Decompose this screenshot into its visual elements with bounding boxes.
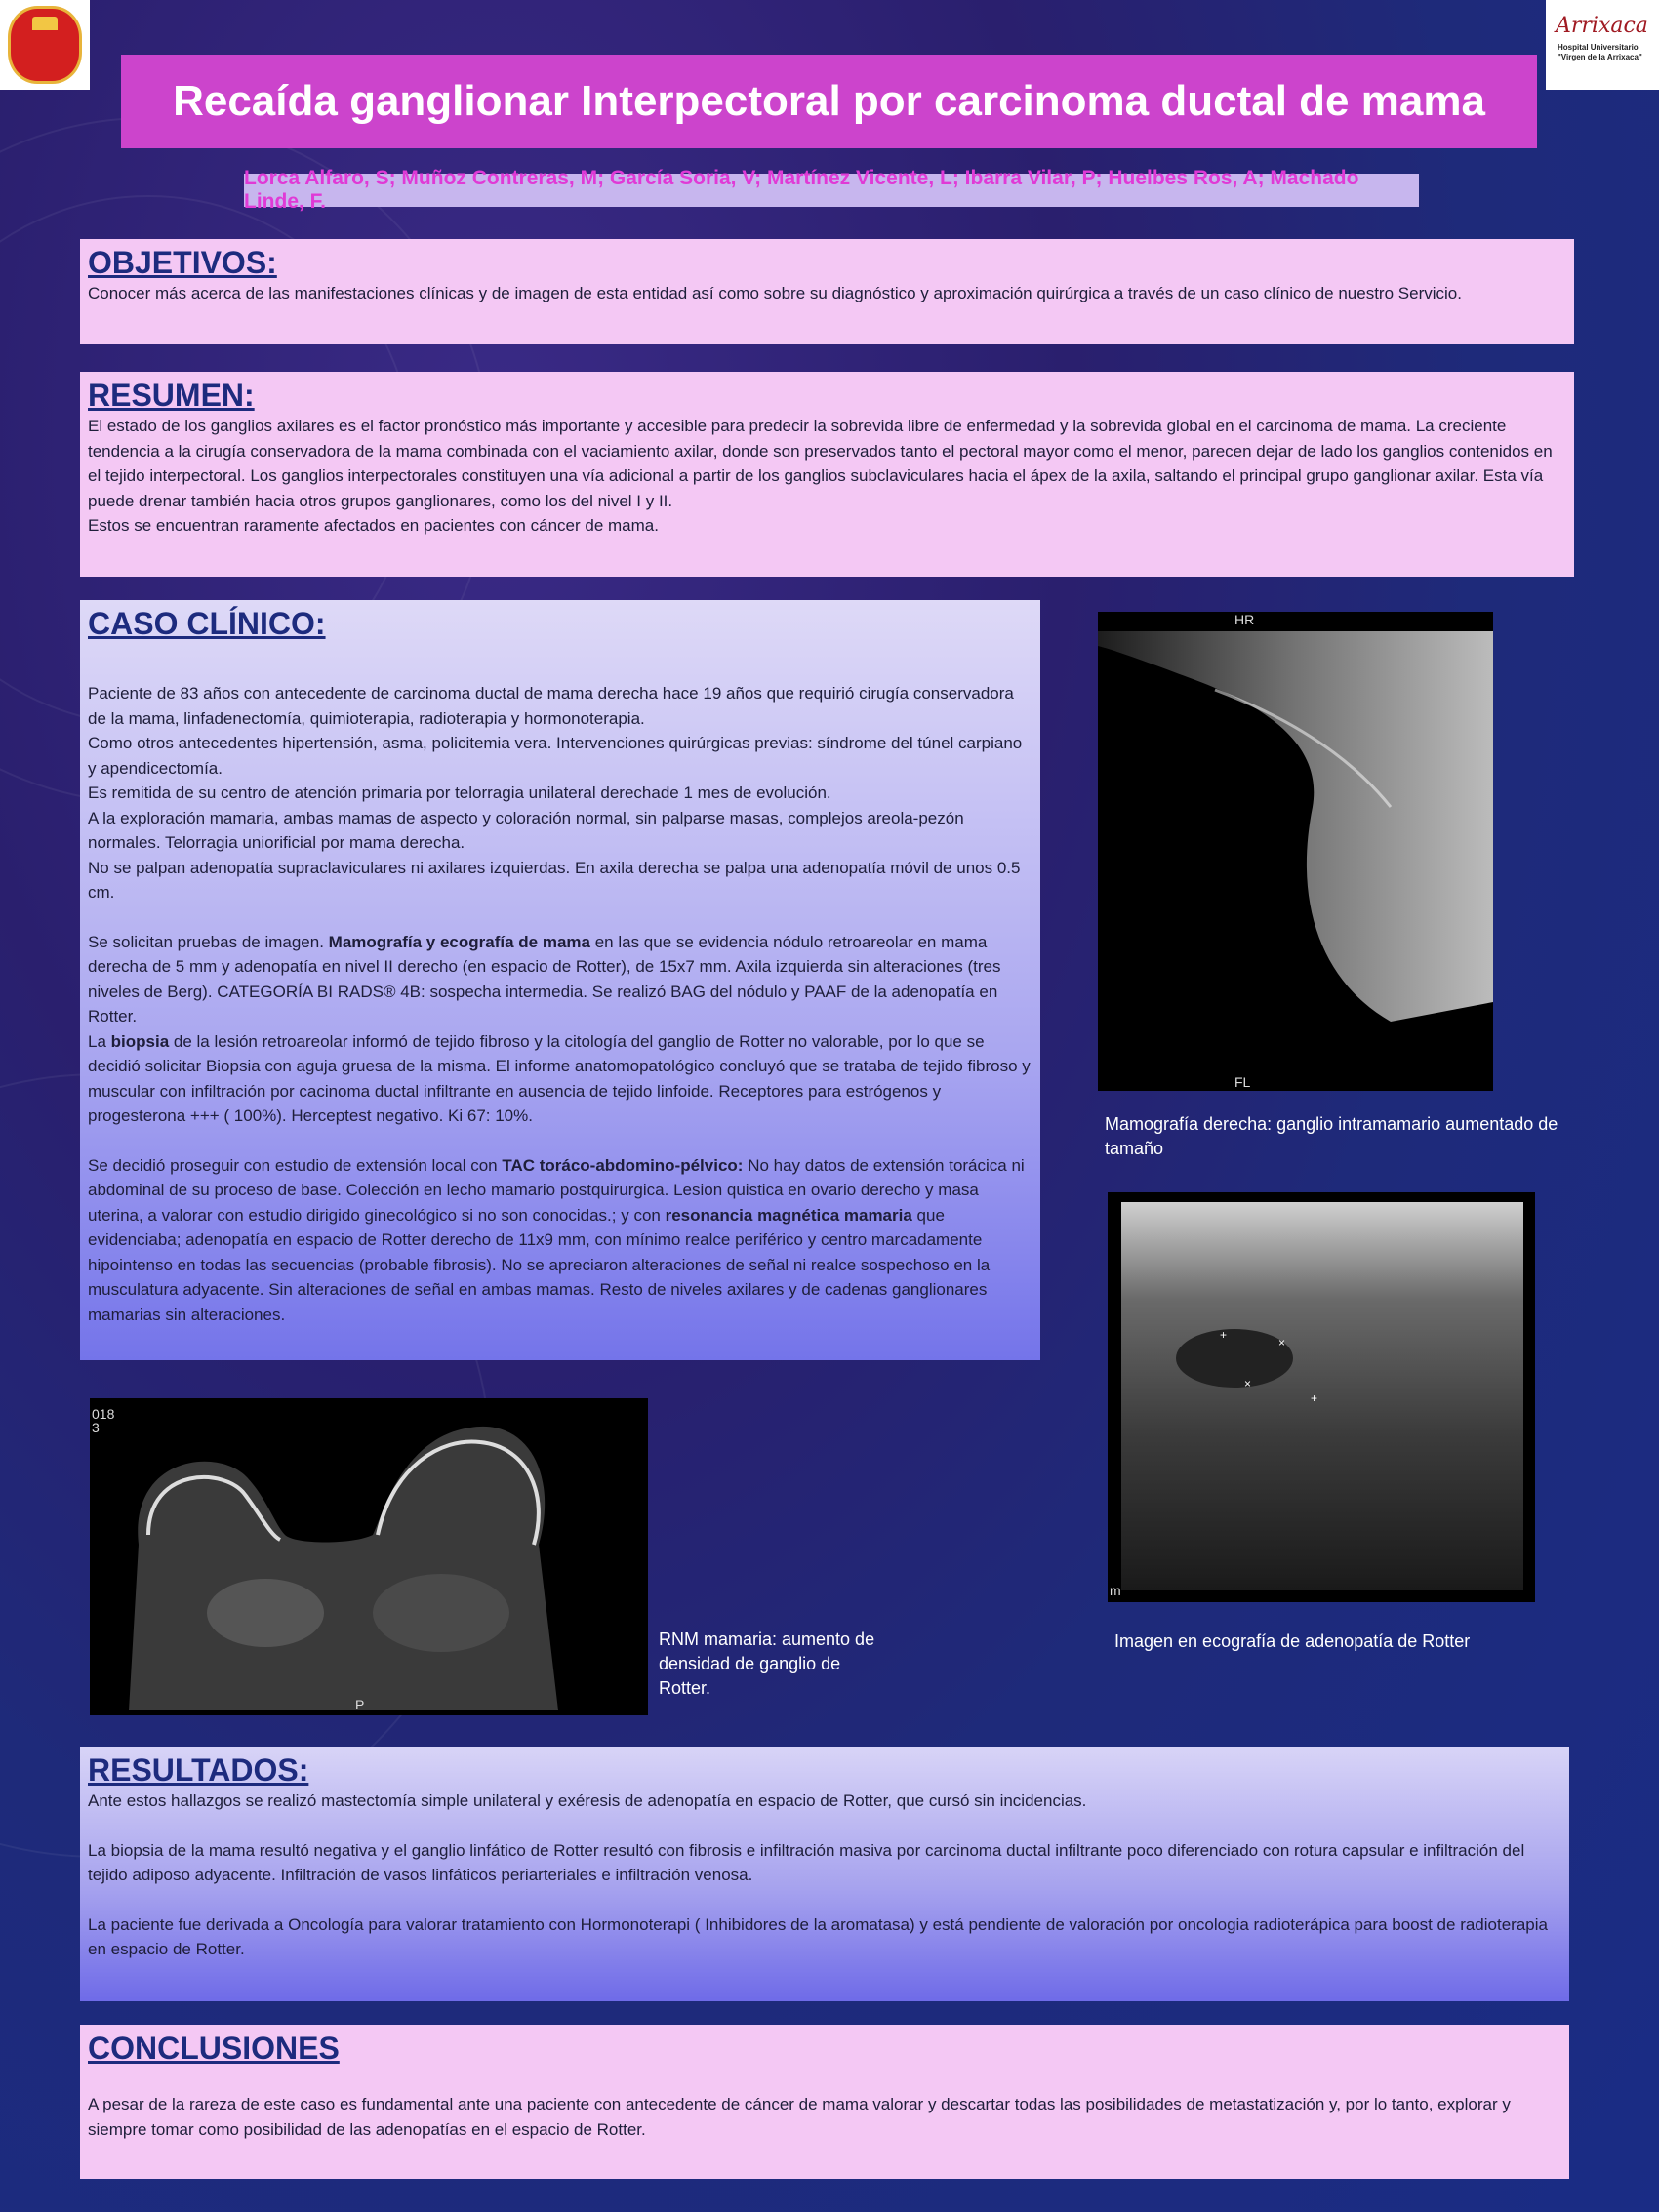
authors-list: Lorca Alfaro, S; Muñoz Contreras, M; García Soria, V; Martínez Vicente, L; Ibarra Vilar, P; Huelbes Ros, A; Machado Linde, F. [244, 167, 1359, 213]
ultrasound-label: m [1110, 1583, 1121, 1598]
mammography-caption: Mamografía derecha: ganglio intramamario aumentado de tamaño [1105, 1114, 1558, 1158]
mri-caption: RNM mamaria: aumento de densidad de ganglio de Rotter. [659, 1629, 875, 1698]
caso-paragraph: Se decidió proseguir con estudio de extensión local con TAC toráco-abdomino-pélvico: No hay datos de extensión torácica ni abdominal de su proceso de base. Colección en lecho mamario postquirurgica. Lesion quistica en ovario derecho y masa uterina, a valorar con estudio dirigido ginecológico si no son conocidas.; y con resonancia magnética mamaria que evidenciaba; adenopatía en espacio de Rotter derecho de 11x9 mm, con mínimo realce periférico y centro marcadamente hipointenso en todas las secuencias (probable fibrosis). No se apreciaron alteraciones de señal ni realce sospechoso en la musculatura adyacente. Sin alteraciones de señal en ambas mamas. Resto de niveles axilares y de cadenas ganglionares mamarias sin alteraciones. [88, 1155, 1025, 1324]
svg-text:×: × [1244, 1377, 1252, 1390]
caso-paragraph: A la exploración mamaria, ambas mamas de aspecto y coloración normal, sin palparse masas, complejos areola-pezón normales. Telorragia uniorificial por mama derecha. [88, 808, 964, 852]
poster-title: Recaída ganglionar Interpectoral por carcinoma ductal de mama [173, 77, 1485, 125]
mri-label-a: 018 [92, 1406, 115, 1422]
conclusiones-heading: CONCLUSIONES [88, 2031, 340, 2066]
resultados-heading: RESULTADOS: [88, 1752, 309, 1788]
resultados-paragraph: La paciente fue derivada a Oncología para valorar tratamiento con Hormonoterapi ( Inhibidores de la aromatasa) y está pendiente de valoración por oncologia radioterápica para boost de radioterapia en espacio de Rotter. [88, 1914, 1548, 1958]
ultrasound-caption: Imagen en ecografía de adenopatía de Rotter [1114, 1631, 1471, 1651]
resumen-paragraph: Estos se encuentran raramente afectados en pacientes con cáncer de mama. [88, 516, 659, 535]
mammo-label-bottom: FL [1234, 1074, 1251, 1090]
resumen-section [80, 372, 1574, 577]
mammography-image [1098, 612, 1493, 1091]
svg-text:×: × [1278, 1336, 1286, 1349]
caso-paragraph: Como otros antecedentes hipertensión, asma, policitemia vera. Intervenciones quirúrgicas previas: síndrome del túnel carpiano y apendicectomía. [88, 734, 1023, 778]
resultados-section [80, 1747, 1569, 2001]
conclusiones-section [80, 2025, 1569, 2179]
title-banner [121, 55, 1537, 148]
mammo-label-top: HR [1234, 612, 1255, 627]
resultados-paragraph: Ante estos hallazgos se realizó mastectomía simple unilateral y exéresis de adenopatía en espacio de Rotter, que cursó sin incidencias. [88, 1791, 1087, 1810]
hospital-logo-subtitle: Hospital Universitario "Virgen de la Arrixaca" [1558, 43, 1642, 61]
mri-image [90, 1398, 648, 1715]
hospital-logo [1546, 0, 1659, 90]
objetivos-section [80, 239, 1574, 344]
mri-label-p: P [355, 1697, 365, 1712]
ultrasound-image [1108, 1192, 1535, 1602]
caso-paragraph: Es remitida de su centro de atención primaria por telorragia unilateral derechade 1 mes de evolución. [88, 784, 831, 802]
svg-text:+: + [1311, 1391, 1318, 1405]
caso-paragraph: Paciente de 83 años con antecedente de carcinoma ductal de mama derecha hace 19 años que requirió cirugía conservadora de la mama, linfadenectomía, quimioterapia, radioterapia y hormonoterapia. [88, 684, 1014, 728]
conclusiones-text: A pesar de la rareza de este caso es fundamental ante una paciente con antecedente de cáncer de mama valorar y descartar todas las posibilidades de metastatización y, por lo tanto, explorar y siempre tomar como posibilidad de las adenopatías en el espacio de Rotter. [88, 2095, 1511, 2139]
svg-text:+: + [1220, 1328, 1228, 1342]
caso-paragraph: La biopsia de la lesión retroareolar informó de tejido fibroso y la citología del ganglio de Rotter no valorable, por lo que se decidió solicitar Biopsia con aguja gruesa de la misma. El informe anatomopatológico concluyó que se trataba de tejido fibroso y muscular con infiltración por cacinoma ductal infiltrante en ausencia de tejido linfoide. Receptores para estrógenos y progesterona +++ ( 100%). Herceptest negativo. Ki 67: 10%. [88, 1031, 1031, 1125]
hospital-logo-script: Arrixaca [1556, 14, 1648, 38]
resultados-paragraph: La biopsia de la mama resultó negativa y el ganglio linfático de Rotter resultó con fibrosis e infiltración masiva por carcinoma ductal infiltrante poco diferenciado con rotura capsular e infiltración del tejido adiposo adyacente. Infiltración de vasos linfáticos periarteriales e infiltración venosa. [88, 1840, 1525, 1884]
caso-paragraph: No se palpan adenopatía supraclaviculares ni axilares izquierdas. En axila derecha se palpa una adenopatía móvil de unos 0.5 cm. [88, 858, 1021, 902]
university-logo [0, 0, 90, 90]
seal-icon [8, 6, 82, 84]
caso-heading: CASO CLÍNICO: [88, 606, 326, 641]
caso-paragraph: Se solicitan pruebas de imagen. Mamografía y ecografía de mama en las que se evidencia nódulo retroareolar en mama derecha de 5 mm y adenopatía en nivel II derecho (en espacio de Rotter), de 15x7 mm. Axila izquierda sin alteraciones (tres niveles de Berg). CATEGORÍA BI RADS® 4B: sospecha intermedia. Se realizó BAG del nódulo y PAAF de la adenopatía en Rotter. [88, 932, 1001, 1026]
mri-label-b: 3 [92, 1420, 100, 1435]
objetivos-heading: OBJETIVOS: [88, 245, 277, 280]
resumen-heading: RESUMEN: [88, 378, 255, 413]
objetivos-text: Conocer más acerca de las manifestaciones clínicas y de imagen de esta entidad así como sobre su diagnóstico y aproximación quirúrgica a través de un caso clínico de nuestro Servicio. [88, 284, 1462, 302]
resumen-paragraph: El estado de los ganglios axilares es el factor pronóstico más importante y accesible para predecir la sobrevida libre de enfermedad y la sobrevida global en el carcinoma de mama. La creciente tendencia a la cirugía conservadora de la mama combinada con el vaciamiento axilar, donde son preservados tanto el pectoral mayor como el menor, parecen dejar de lado los ganglios contenidos en el tejido interpectoral. Los ganglios interpectorales constituyen una vía adicional a partir de los ganglios subclaviculares hacia el ápex de la axila, saltando el principal grupo ganglionar axilar. Esta vía puede drenar también hacia otros grupos ganglionares, como los del nivel I y II. [88, 417, 1553, 510]
authors-bar [244, 167, 1419, 213]
caso-clinico-section [80, 600, 1040, 1360]
